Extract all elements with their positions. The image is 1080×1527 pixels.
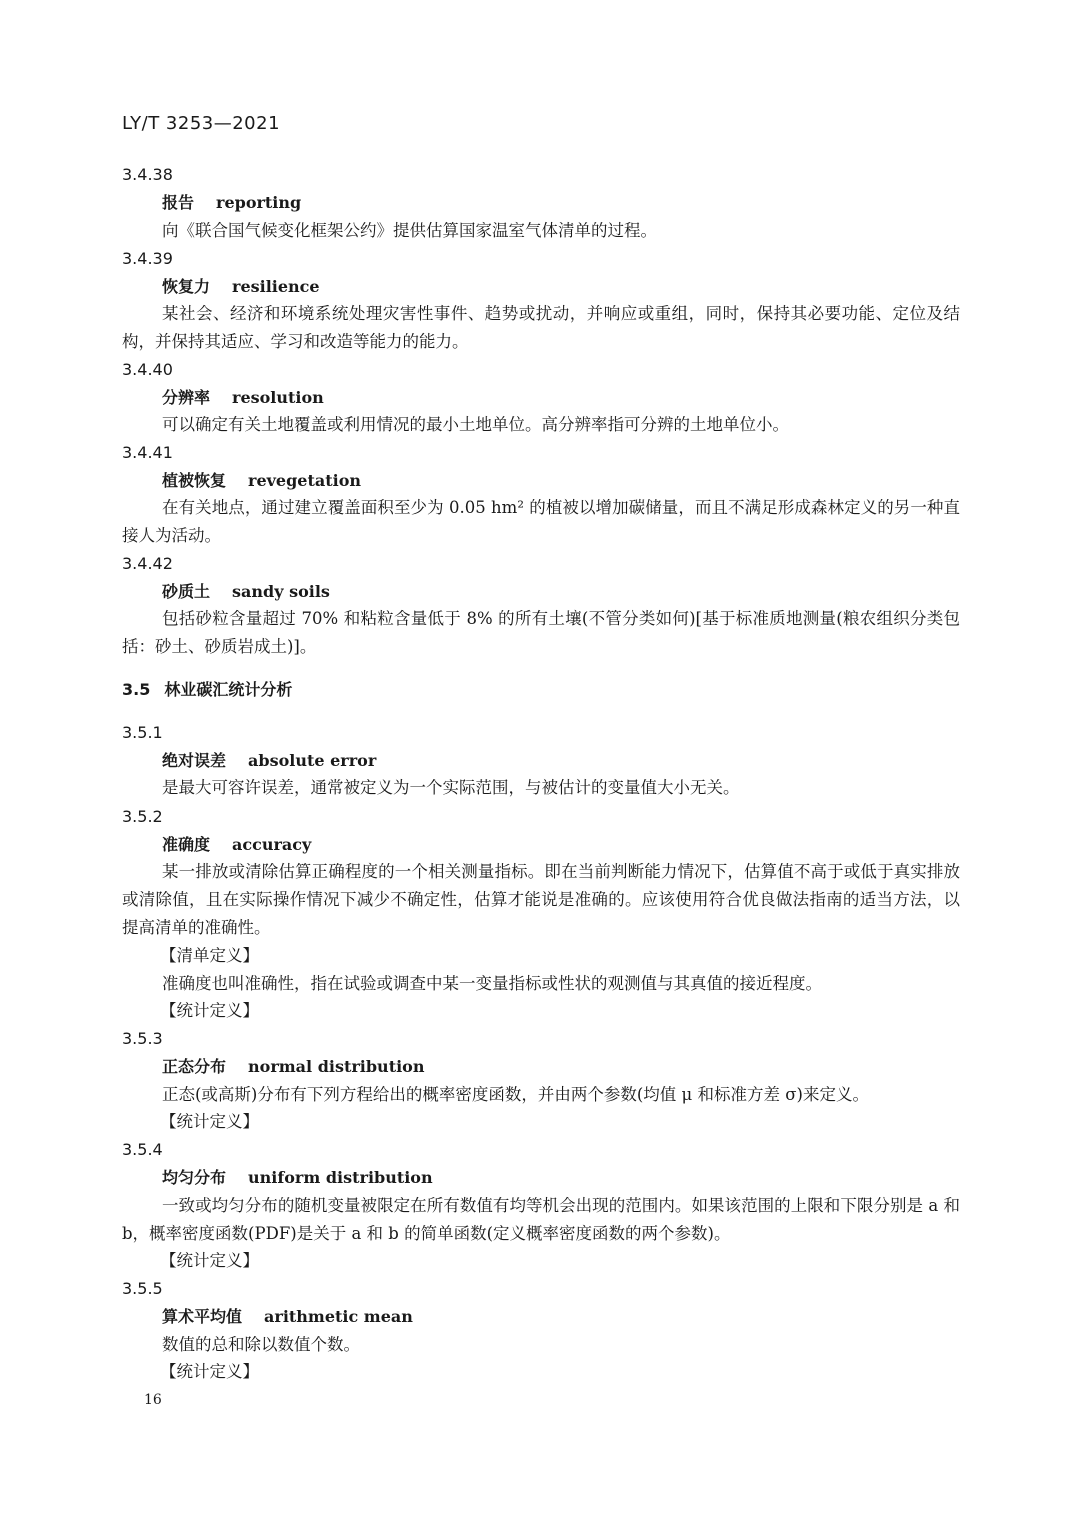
entry-term — [162, 1167, 433, 1189]
term-cn: 准确度 — [162, 835, 211, 854]
entry-definition: 正态(或高斯)分布有下列方程给出的概率密度函数，并由两个参数(均值 μ 和标准方差 σ)来定义。 — [162, 1085, 869, 1104]
term-en: sandy soils — [232, 582, 330, 601]
entry-term — [162, 1056, 424, 1078]
entry-definition: 向《联合国气候变化框架公约》提供估算国家温室气体清单的过程。 — [162, 221, 657, 240]
term-en: uniform distribution — [248, 1168, 433, 1187]
entry-definition: 某一排放或清除估算正确程度的一个相关测量指标。即在当前判断能力情况下，估算值不高于或低于真实排放或清除值，且在实际操作情况下减少不确定性，估算才能说是准确的。应该使用符合优良做法指南的适当方法，以提高清单的准确性。 — [122, 862, 960, 937]
entry-number: 3.5.5 — [122, 1279, 163, 1298]
section-title: 林业碳汇统计分析 — [164, 680, 293, 699]
term-cn: 正态分布 — [162, 1057, 227, 1076]
entry-definition: 某社会、经济和环境系统处理灾害性事件、趋势或扰动，并响应或重组，同时，保持其必要功能、定位及结构，并保持其适应、学习和改造等能力的能力。 — [122, 304, 960, 351]
term-en: accuracy — [232, 835, 312, 854]
entry-number: 3.5.3 — [122, 1029, 163, 1048]
term-cn: 均匀分布 — [162, 1168, 227, 1187]
term-en: arithmetic mean — [264, 1307, 413, 1326]
entry-definition: 准确度也叫准确性，指在试验或调查中某一变量指标或性状的观测值与其真值的接近程度。 — [162, 974, 822, 993]
term-en: absolute error — [248, 751, 377, 770]
definition-tag: 【清单定义】 — [160, 946, 259, 965]
entry-term — [162, 581, 330, 603]
definition-tag: 【统计定义】 — [160, 1251, 259, 1270]
entry-number: 3.4.38 — [122, 165, 173, 184]
entry-term — [162, 192, 301, 214]
entry-definition: 一致或均匀分布的随机变量被限定在所有数值有均等机会出现的范围内。如果该范围的上限和下限分别是 a 和 b，概率密度函数(PDF)是关于 a 和 b 的简单函数(定义概率密度函数的两个参数)。 — [122, 1196, 960, 1243]
term-cn: 砂质土 — [162, 582, 211, 601]
entry-definition: 是最大可容许误差，通常被定义为一个实际范围，与被估计的变量值大小无关。 — [162, 778, 740, 797]
term-en: reporting — [216, 193, 302, 212]
entry-definition: 在有关地点，通过建立覆盖面积至少为 0.05 hm² 的植被以增加碳储量，而且不满足形成森林定义的另一种直接人为活动。 — [122, 498, 960, 545]
term-cn: 算术平均值 — [162, 1307, 243, 1326]
entry-term — [162, 1306, 413, 1328]
entry-term — [162, 276, 320, 298]
term-en: normal distribution — [248, 1057, 425, 1076]
definition-tag: 【统计定义】 — [160, 1001, 259, 1020]
entry-number: 3.4.41 — [122, 443, 173, 462]
term-cn: 绝对误差 — [162, 751, 227, 770]
definition-tag: 【统计定义】 — [160, 1362, 259, 1381]
entry-term — [162, 470, 361, 492]
entry-number: 3.4.40 — [122, 360, 173, 379]
entry-term — [162, 387, 324, 409]
standard-id: LY/T 3253—2021 — [122, 113, 281, 134]
section-heading — [122, 679, 292, 701]
entry-definition: 包括砂粒含量超过 70% 和粘粒含量低于 8% 的所有土壤(不管分类如何)[基于标准质地测量(粮农组织分类包括：砂土、砂质岩成土)]。 — [122, 609, 960, 656]
entry-term — [162, 834, 311, 856]
term-cn: 报告 — [162, 193, 195, 212]
entry-definition: 可以确定有关土地覆盖或利用情况的最小土地单位。高分辨率指可分辨的土地单位小。 — [162, 415, 789, 434]
entry-number: 3.4.39 — [122, 249, 173, 268]
term-cn: 植被恢复 — [162, 471, 227, 490]
entry-number: 3.5.4 — [122, 1140, 163, 1159]
section-number: 3.5 — [122, 680, 151, 699]
entry-number: 3.4.42 — [122, 554, 173, 573]
term-en: resolution — [232, 388, 324, 407]
entry-term — [162, 750, 376, 772]
entry-number: 3.5.1 — [122, 723, 163, 742]
term-cn: 分辨率 — [162, 388, 211, 407]
page-number: 16 — [144, 1392, 162, 1408]
term-en: resilience — [232, 277, 320, 296]
term-cn: 恢复力 — [162, 277, 211, 296]
term-en: revegetation — [248, 471, 361, 490]
definition-tag: 【统计定义】 — [160, 1112, 259, 1131]
entry-definition: 数值的总和除以数值个数。 — [162, 1335, 360, 1354]
entry-number: 3.5.2 — [122, 807, 163, 826]
